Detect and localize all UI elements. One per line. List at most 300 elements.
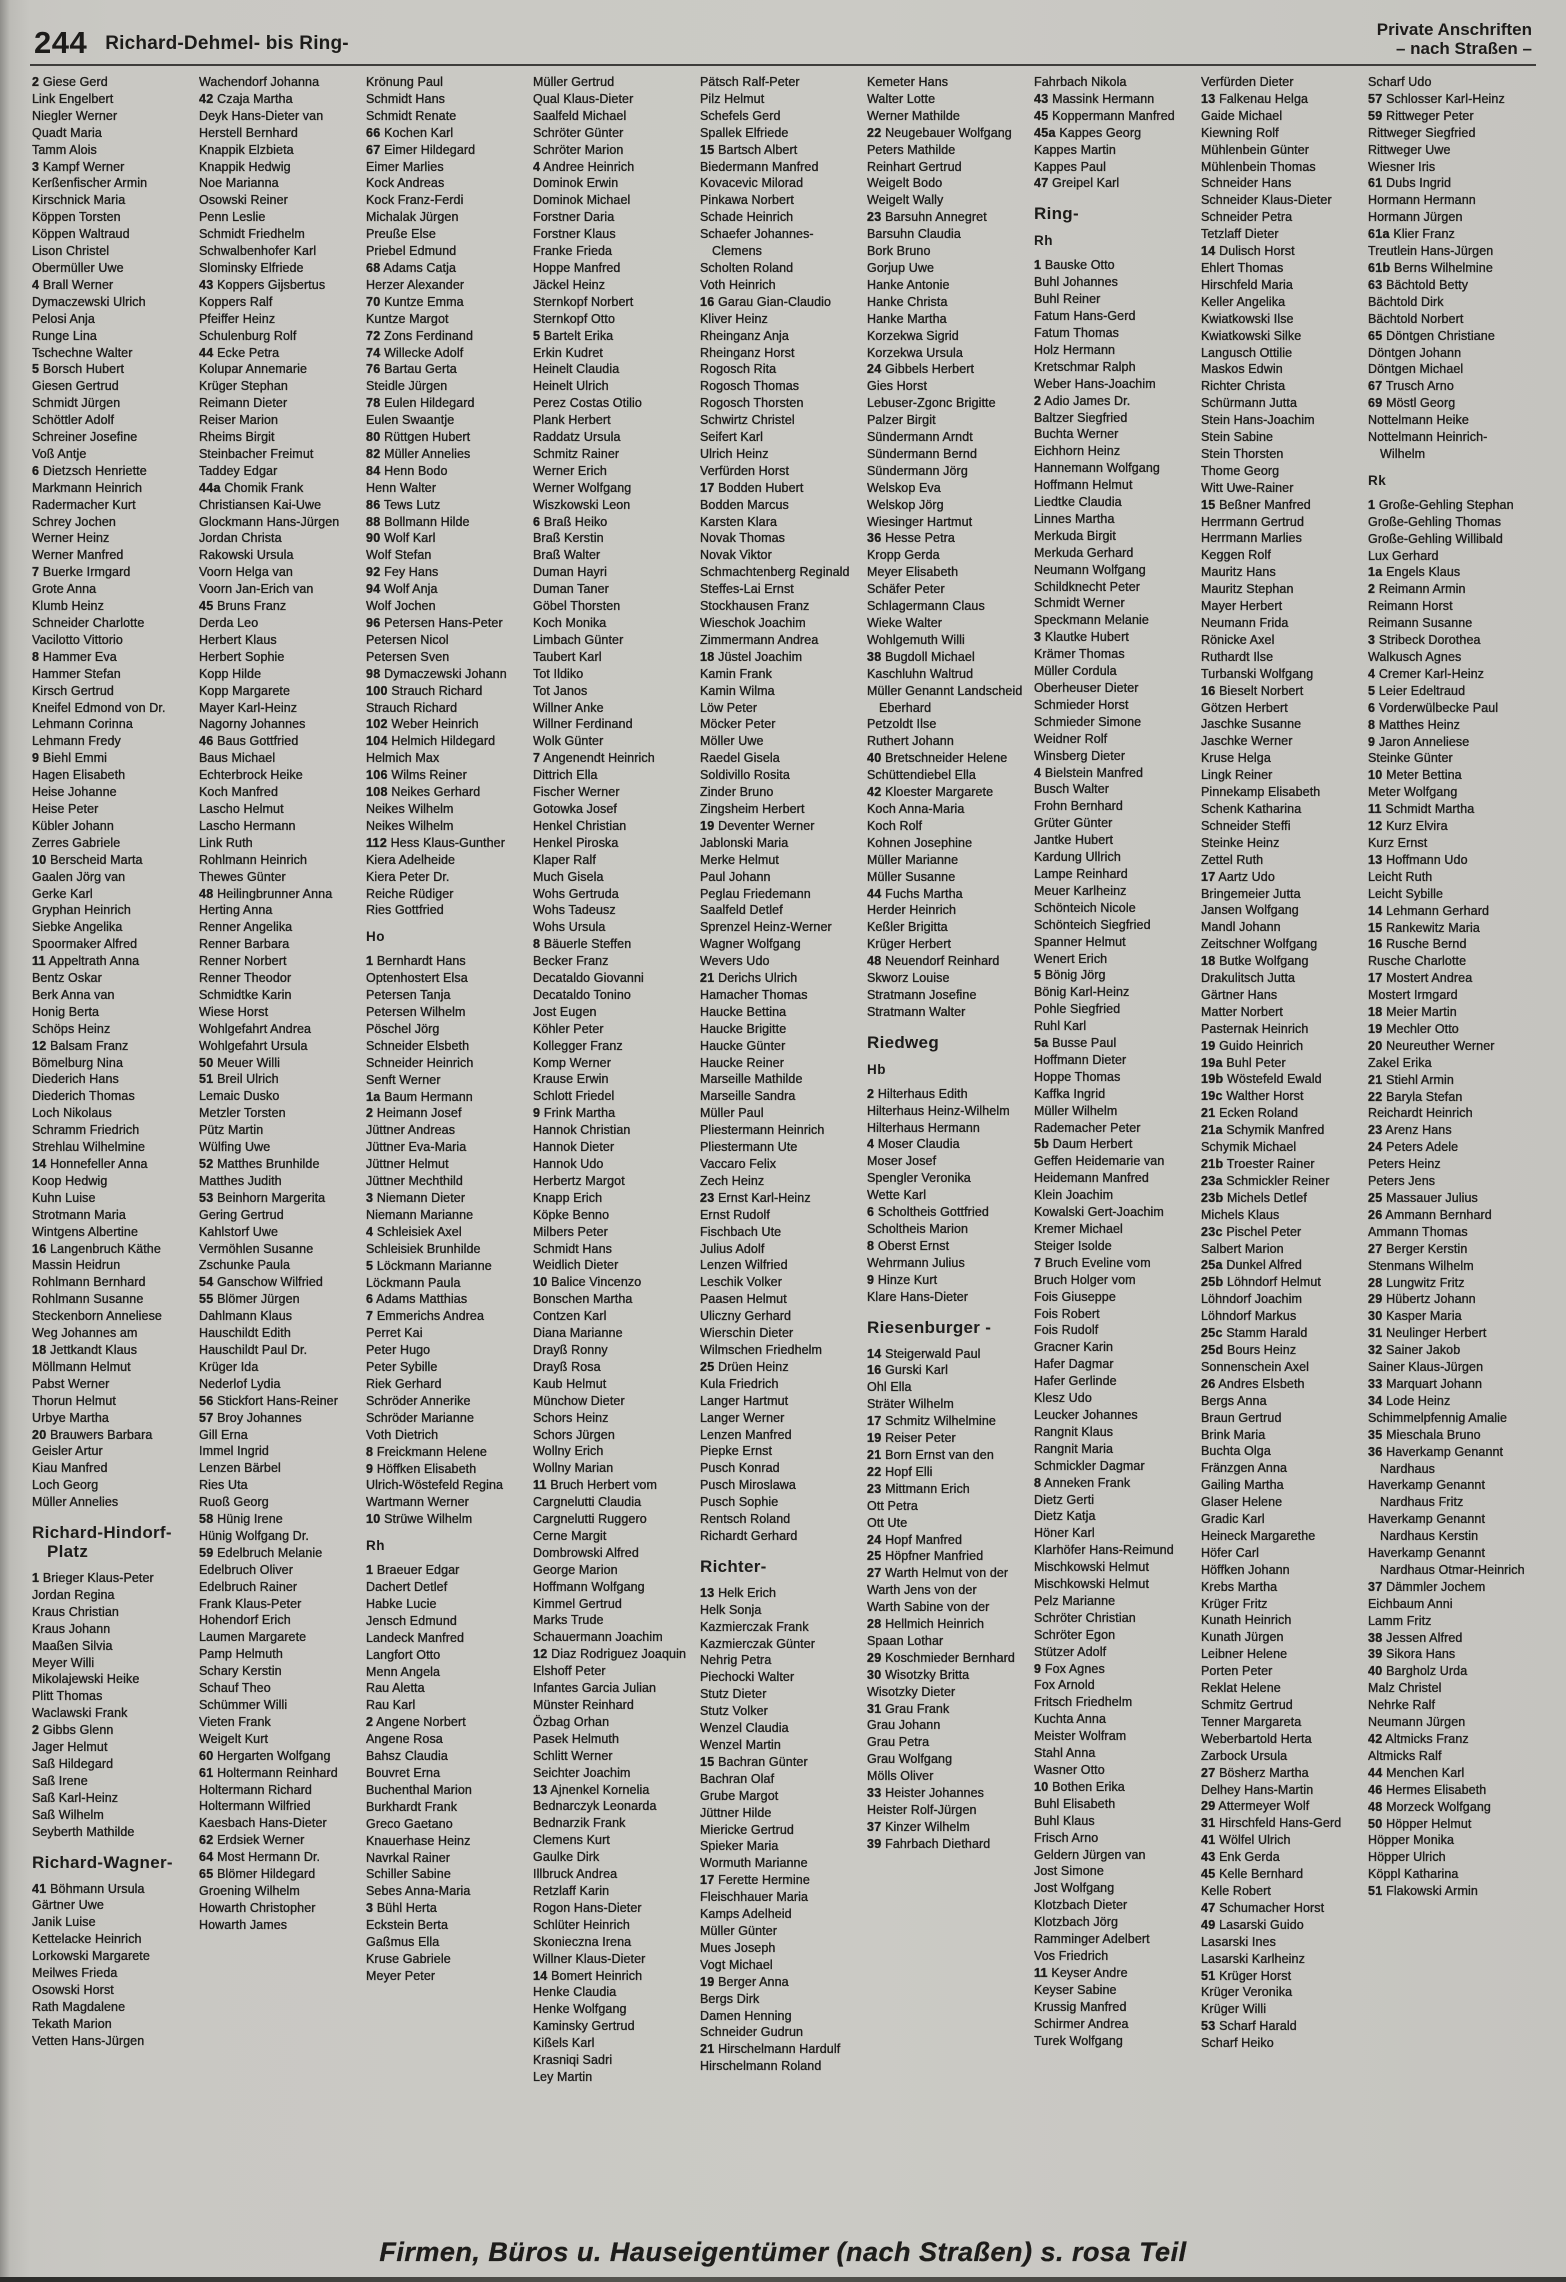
directory-entry: Bergs Anna bbox=[1201, 1393, 1267, 1408]
directory-entry: Koppers Ralf bbox=[199, 294, 273, 309]
directory-entry: Landeck Manfred bbox=[366, 1630, 465, 1645]
directory-entry: Meyer Elisabeth bbox=[867, 565, 959, 580]
directory-entry: 21 Derichs Ulrich bbox=[700, 971, 798, 986]
directory-entry: Seichter Joachim bbox=[533, 1765, 631, 1780]
directory-entry: 22 Neugebauer Wolfgang bbox=[867, 125, 1012, 140]
directory-entry: Hoffmann Dieter bbox=[1034, 1052, 1127, 1067]
house-number: 11 bbox=[533, 1478, 547, 1493]
directory-entry: Wisotzky Dieter bbox=[867, 1684, 956, 1699]
directory-entry: Klein Joachim bbox=[1034, 1188, 1114, 1203]
directory-entry: 18 Butke Wolfgang bbox=[1201, 954, 1309, 969]
directory-entry: Renner Norbert bbox=[199, 954, 287, 969]
directory-entry: 19c Walther Horst bbox=[1201, 1089, 1304, 1104]
house-number: 29 bbox=[867, 1650, 882, 1665]
directory-entry: 25 Drüen Heinz bbox=[700, 1359, 789, 1374]
directory-entry: 23 Mittmann Erich bbox=[867, 1481, 970, 1496]
house-number: 21 bbox=[867, 1447, 882, 1462]
directory-entry: 25 Massauer Julius bbox=[1368, 1191, 1478, 1205]
directory-entry: Schimmelpfennig Amalie bbox=[1368, 1410, 1508, 1425]
directory-entry: Bentz Oskar bbox=[32, 971, 102, 986]
directory-entry: Turek Wolfgang bbox=[1034, 2033, 1123, 2048]
directory-entry: 64 Most Hermann Dr. bbox=[199, 1850, 321, 1865]
house-number: 23 bbox=[700, 1190, 715, 1205]
directory-entry: 26 Andres Elsbeth bbox=[1201, 1376, 1305, 1391]
directory-entry: Thewes Günter bbox=[199, 869, 286, 884]
directory-entry: Lasarski Ines bbox=[1201, 1934, 1276, 1949]
directory-entry: Jost Simone bbox=[1034, 1864, 1104, 1879]
directory-entry: Wohs Gertruda bbox=[533, 886, 619, 901]
house-number: 19 bbox=[700, 818, 715, 833]
directory-entry: Döntgen Michael bbox=[1368, 362, 1464, 377]
directory-entry: Koch Anna-Maria bbox=[867, 801, 965, 816]
house-number: 1 bbox=[366, 954, 374, 969]
house-number: 2 bbox=[32, 75, 40, 89]
house-number: 8 bbox=[867, 1238, 875, 1253]
directory-entry: Tetzlaff Dieter bbox=[1201, 227, 1279, 242]
house-number: 17 bbox=[700, 480, 715, 495]
directory-entry: Steinbacher Freimut bbox=[199, 446, 314, 461]
directory-entry: Kamin Wilma bbox=[700, 683, 775, 698]
directory-entry: 94 Wolf Anja bbox=[366, 582, 438, 597]
directory-entry: 29 Attermeyer Wolf bbox=[1201, 1799, 1310, 1814]
directory-entry: Erkin Kudret bbox=[533, 345, 603, 360]
house-number: 6 bbox=[32, 463, 40, 478]
directory-entry: Mühlenbein Günter bbox=[1201, 142, 1310, 157]
house-number: 23 bbox=[867, 210, 882, 225]
directory-entry: Meter Wolfgang bbox=[1368, 785, 1458, 800]
directory-entry: Koch Rolf bbox=[867, 818, 923, 833]
directory-entry: Möller Uwe bbox=[700, 734, 764, 749]
directory-entry: 9 Biehl Emmi bbox=[32, 751, 108, 766]
district-heading: Ho bbox=[366, 929, 385, 945]
directory-entry: Spallek Elfriede bbox=[700, 125, 789, 140]
directory-entry: Stratmann Walter bbox=[867, 1004, 966, 1019]
directory-entry: 30 Kasper Maria bbox=[1368, 1309, 1462, 1324]
directory-entry: Saß Wilhelm bbox=[32, 1807, 104, 1822]
directory-entry: Koch Monika bbox=[533, 616, 607, 630]
directory-entry: Kuchta Anna bbox=[1034, 1712, 1106, 1727]
directory-entry: Marks Trude bbox=[533, 1613, 604, 1628]
column-4 bbox=[533, 74, 693, 2086]
directory-entry: 38 Jessen Alfred bbox=[1368, 1630, 1463, 1645]
district-heading: Rk bbox=[1368, 472, 1387, 488]
house-number: 80 bbox=[366, 430, 381, 445]
directory-entry: Mikolajewski Heike bbox=[32, 1672, 140, 1687]
directory-entry: Kiewning Rolf bbox=[1201, 125, 1279, 140]
directory-entry: Jensch Edmund bbox=[366, 1613, 457, 1628]
directory-entry: Große-Gehling Willibald bbox=[1368, 531, 1503, 546]
directory-entry: 98 Dymaczewski Johann bbox=[366, 666, 507, 681]
directory-entry: 82 Müller Annelies bbox=[366, 446, 471, 461]
directory-entry: Herbert Klaus bbox=[199, 632, 277, 647]
directory-entry: Pöschel Jörg bbox=[366, 1021, 440, 1036]
directory-entry: Wolf Stefan bbox=[366, 548, 432, 563]
directory-entry: Nederlof Lydia bbox=[199, 1376, 281, 1391]
directory-entry: Pliestermann Heinrich bbox=[700, 1123, 825, 1138]
column-2 bbox=[199, 74, 359, 1934]
directory-entry: Wolf Jochen bbox=[366, 599, 436, 614]
directory-entry: 58 Hünig Irene bbox=[199, 1512, 283, 1527]
house-number: 5a bbox=[1034, 1036, 1049, 1051]
page-footer bbox=[0, 2237, 1566, 2268]
house-number: 61 bbox=[199, 1765, 214, 1780]
directory-entry: Lascho Hermann bbox=[199, 818, 296, 833]
directory-entry: Kraus Johann bbox=[32, 1621, 111, 1636]
directory-entry: Rau Karl bbox=[366, 1698, 416, 1713]
house-number: 44a bbox=[199, 480, 221, 495]
directory-entry: 3 Bühl Herta bbox=[366, 1901, 437, 1916]
directory-entry: Lenzen Wilfried bbox=[700, 1258, 788, 1273]
directory-entry: Zimmermann Andrea bbox=[700, 632, 819, 647]
directory-entry: 51 Breil Ulrich bbox=[199, 1072, 279, 1087]
house-number: 56 bbox=[199, 1393, 214, 1408]
directory-entry: Ott Petra bbox=[867, 1498, 918, 1513]
house-number: 53 bbox=[199, 1190, 214, 1205]
directory-entry: Witt Uwe-Rainer bbox=[1201, 480, 1294, 495]
house-number: 9 bbox=[867, 1272, 875, 1287]
directory-entry: Fischer Werner bbox=[533, 785, 620, 800]
directory-entry: 44 Menchen Karl bbox=[1368, 1765, 1465, 1780]
directory-entry: Hohendorf Erich bbox=[199, 1613, 291, 1628]
directory-entry: 5 Bönig Jörg bbox=[1034, 968, 1106, 983]
directory-entry: 36 Haverkamp Genannt Nardhaus bbox=[1368, 1444, 1504, 1476]
directory-entry: 42 Kloester Margarete bbox=[867, 785, 994, 800]
footer-notice: Firmen, Büros u. Hauseigentümer (nach Straßen) s. rosa Teil bbox=[379, 2237, 1187, 2267]
directory-entry: Riek Gerhard bbox=[366, 1376, 442, 1391]
directory-entry: Kaminsky Gertrud bbox=[533, 2019, 635, 2034]
directory-entry: Vieten Frank bbox=[199, 1714, 271, 1729]
directory-entry: Schirmer Andrea bbox=[1034, 2016, 1129, 2031]
house-number: 8 bbox=[1368, 717, 1376, 732]
directory-entry: Michels Klaus bbox=[1201, 1207, 1280, 1222]
directory-entry: Schäfer Peter bbox=[867, 582, 945, 597]
directory-entry: Stutz Dieter bbox=[700, 1687, 767, 1702]
house-number: 46 bbox=[199, 734, 214, 749]
street-heading: Richard-Hindorf-Platz bbox=[32, 1523, 172, 1562]
directory-entry: Novak Thomas bbox=[700, 531, 786, 546]
directory-entry: Decataldo Tonino bbox=[533, 987, 631, 1002]
directory-entry: Wenert Erich bbox=[1034, 951, 1108, 966]
directory-entry: 1 Brieger Klaus-Peter bbox=[32, 1571, 154, 1586]
directory-entry: Haucke Günter bbox=[700, 1038, 786, 1053]
directory-entry: Mandl Johann bbox=[1201, 920, 1281, 935]
directory-entry: Schlagermann Claus bbox=[867, 599, 985, 614]
directory-entry: Bruch Holger vom bbox=[1034, 1272, 1136, 1287]
directory-entry: George Marion bbox=[533, 1562, 618, 1577]
directory-entry: Meyer Willi bbox=[32, 1655, 95, 1670]
directory-entry: Mostert Irmgard bbox=[1368, 988, 1458, 1003]
directory-entry: Hoffmann Helmut bbox=[1034, 478, 1133, 493]
directory-entry: Klotzbach Jörg bbox=[1034, 1915, 1119, 1930]
directory-entry: Hoppe Manfred bbox=[533, 260, 621, 275]
directory-entry: Lebuser-Zgonc Brigitte bbox=[867, 396, 996, 411]
house-number: 49 bbox=[1201, 1917, 1216, 1932]
directory-entry: Münchow Dieter bbox=[533, 1393, 625, 1408]
house-number: 2 bbox=[366, 1106, 374, 1121]
directory-entry: Köppen Waltraud bbox=[32, 227, 130, 242]
directory-entry: Bouvret Erna bbox=[366, 1766, 441, 1780]
directory-entry: Schwirtz Christel bbox=[700, 413, 795, 428]
directory-entry: 14 Dulisch Horst bbox=[1201, 244, 1295, 259]
directory-entry: Braß Walter bbox=[533, 548, 601, 563]
directory-entry: Weberbartold Herta bbox=[1201, 1731, 1312, 1746]
directory-entry: Kettelacke Heinrich bbox=[32, 1932, 142, 1947]
directory-entry: Merke Helmut bbox=[700, 852, 779, 867]
directory-entry: Warth Jens von der bbox=[867, 1583, 977, 1598]
house-number: 15 bbox=[1368, 920, 1383, 935]
directory-entry: Klarhöfer Hans-Reimund bbox=[1034, 1543, 1174, 1558]
directory-entry: Kowalski Gert-Joachim bbox=[1034, 1205, 1164, 1220]
directory-entry: Fois Robert bbox=[1034, 1306, 1100, 1321]
directory-entry: Seyberth Mathilde bbox=[32, 1824, 135, 1839]
directory-entry: Schlitt Werner bbox=[533, 1748, 613, 1763]
directory-entry: 46 Baus Gottfried bbox=[199, 734, 299, 749]
directory-entry: Wohlgefahrt Ursula bbox=[199, 1038, 308, 1053]
directory-entry: 8 Hammer Eva bbox=[32, 649, 117, 664]
directory-entry: Kamin Frank bbox=[700, 666, 772, 681]
directory-entry: Leschik Volker bbox=[700, 1275, 782, 1290]
directory-entry: Dachert Detlef bbox=[366, 1580, 448, 1595]
directory-entry: Marseille Mathilde bbox=[700, 1072, 803, 1087]
house-number: 88 bbox=[366, 514, 381, 529]
directory-entry: Kaesbach Hans-Dieter bbox=[199, 1816, 327, 1831]
directory-entry: Pliestermann Ute bbox=[700, 1140, 798, 1155]
house-number: 74 bbox=[366, 345, 381, 360]
directory-entry: 59 Rittweger Peter bbox=[1368, 108, 1474, 123]
directory-entry: Ruthardt Ilse bbox=[1201, 649, 1274, 664]
directory-entry: 45 Kelle Bernhard bbox=[1201, 1867, 1304, 1882]
house-number: 14 bbox=[32, 1157, 47, 1171]
house-number: 33 bbox=[867, 1786, 882, 1801]
directory-entry: Duman Hayri bbox=[533, 565, 608, 580]
directory-entry: 65 Blömer Hildegard bbox=[199, 1867, 316, 1882]
directory-entry: Rheinganz Horst bbox=[700, 345, 795, 360]
directory-entry: Hoffmann Wolfgang bbox=[533, 1579, 645, 1594]
house-number: 6 bbox=[533, 514, 541, 529]
directory-entry: Angene Rosa bbox=[366, 1732, 443, 1747]
directory-entry: Sternkopf Otto bbox=[533, 311, 615, 326]
house-number: 1a bbox=[1368, 565, 1383, 580]
directory-entry: Rheims Birgit bbox=[199, 430, 275, 445]
directory-entry: 106 Wilms Reiner bbox=[366, 768, 467, 783]
house-number: 35 bbox=[1368, 1427, 1383, 1442]
directory-entry: 78 Eulen Hildegard bbox=[366, 396, 475, 411]
directory-entry: Kruse Gabriele bbox=[366, 1951, 451, 1966]
directory-entry: Herzer Alexander bbox=[366, 277, 465, 292]
directory-entry: Koop Hedwig bbox=[32, 1173, 108, 1188]
directory-entry: 4 Bielstein Manfred bbox=[1034, 765, 1144, 780]
directory-entry: Wollny Marian bbox=[533, 1461, 614, 1476]
directory-entry: Buhl Klaus bbox=[1034, 1813, 1095, 1828]
directory-entry: 17 Mostert Andrea bbox=[1368, 971, 1473, 986]
house-number: 43 bbox=[199, 277, 214, 292]
directory-entry: Link Ruth bbox=[199, 835, 253, 850]
house-number: 48 bbox=[867, 954, 882, 969]
directory-entry: Gaide Michael bbox=[1201, 108, 1283, 123]
directory-entry: 50 Meuer Willi bbox=[199, 1055, 280, 1070]
house-number: 11 bbox=[1034, 1965, 1048, 1980]
directory-entry: 62 Erdsiek Werner bbox=[199, 1833, 305, 1848]
directory-entry: Mayer Herbert bbox=[1201, 599, 1283, 614]
directory-entry: Weigelt Kurt bbox=[199, 1731, 269, 1746]
directory-entry: Quadt Maria bbox=[32, 125, 102, 140]
directory-entry: 26 Ammann Bernhard bbox=[1368, 1207, 1492, 1222]
house-number: 3 bbox=[366, 1191, 374, 1205]
directory-entry: Werner Erich bbox=[533, 463, 607, 478]
directory-entry: Zinder Bruno bbox=[700, 785, 774, 800]
directory-entry: Müller Susanne bbox=[867, 869, 956, 884]
house-number: 90 bbox=[366, 531, 381, 546]
directory-entry: 70 Kuntze Emma bbox=[366, 294, 464, 309]
directory-entry: Herder Heinrich bbox=[867, 903, 957, 918]
directory-entry: Haucke Reiner bbox=[700, 1055, 784, 1070]
directory-entry: Haverkamp Genannt Nardhaus Kerstin bbox=[1368, 1512, 1486, 1544]
house-number: 96 bbox=[366, 616, 381, 630]
directory-entry: 10 Balice Vincenzo bbox=[533, 1275, 642, 1290]
directory-entry: Richardt Gerhard bbox=[700, 1528, 798, 1543]
directory-entry: Willner Ferdinand bbox=[533, 717, 633, 732]
directory-entry: Krebs Martha bbox=[1201, 1579, 1278, 1594]
directory-entry: Hilterhaus Heinz-Wilhelm bbox=[867, 1103, 1010, 1118]
directory-entry: Hanke Antonie bbox=[867, 277, 950, 292]
directory-entry: Slominsky Elfriede bbox=[199, 260, 304, 275]
directory-entry: Richter Christa bbox=[1201, 379, 1286, 394]
house-number: 43 bbox=[1034, 91, 1049, 106]
house-number: 59 bbox=[1368, 108, 1383, 123]
directory-entry: 59 Edelbruch Melanie bbox=[199, 1545, 323, 1560]
house-number: 19 bbox=[700, 1974, 715, 1989]
directory-entry: Keller Angelika bbox=[1201, 294, 1286, 309]
directory-entry: Langer Werner bbox=[700, 1410, 785, 1425]
house-number: 19 bbox=[1201, 1038, 1216, 1053]
house-number: 106 bbox=[366, 768, 388, 783]
directory-entry: 13 Helk Erich bbox=[700, 1585, 777, 1600]
directory-entry: Klesz Udo bbox=[1034, 1391, 1092, 1406]
house-number: 42 bbox=[199, 91, 214, 106]
house-number: 47 bbox=[1201, 1900, 1216, 1915]
directory-entry: Gaalen Jörg van bbox=[32, 869, 126, 884]
house-number: 2 bbox=[366, 1715, 374, 1730]
directory-entry: Schmidt Hans bbox=[533, 1241, 613, 1256]
directory-entry: Runge Lina bbox=[32, 328, 97, 343]
directory-entry: 8 Freickmann Helene bbox=[366, 1444, 487, 1459]
directory-entry: Kiera Peter Dr. bbox=[366, 869, 450, 884]
directory-entry: Novak Viktor bbox=[700, 548, 772, 563]
directory-entry: Özbag Orhan bbox=[533, 1714, 610, 1729]
directory-entry: Honig Berta bbox=[32, 1004, 100, 1019]
directory-entry: Ries Uta bbox=[199, 1478, 248, 1493]
directory-entry: 2 Angene Norbert bbox=[366, 1715, 466, 1730]
directory-entry: Herbertz Margot bbox=[533, 1173, 625, 1188]
directory-entry: Rath Magdalene bbox=[32, 1999, 126, 2014]
directory-entry: Jüttner Helmut bbox=[366, 1157, 449, 1172]
house-number: 57 bbox=[1368, 91, 1383, 106]
house-number: 17 bbox=[1201, 869, 1216, 884]
house-number: 25c bbox=[1201, 1326, 1223, 1341]
directory-entry: Schulenburg Rolf bbox=[199, 328, 297, 343]
directory-entry: Kunath Jürgen bbox=[1201, 1630, 1284, 1645]
directory-entry: Dominok Michael bbox=[533, 193, 631, 208]
directory-entry: Steinke Günter bbox=[1368, 751, 1453, 766]
directory-entry: Rademacher Peter bbox=[1034, 1120, 1141, 1135]
house-number: 41 bbox=[32, 1881, 47, 1896]
directory-entry: Heister Rolf-Jürgen bbox=[867, 1803, 977, 1817]
house-number: 37 bbox=[1368, 1579, 1383, 1594]
directory-entry: Jüttner Hilde bbox=[700, 1805, 772, 1820]
directory-entry: Peters Jens bbox=[1368, 1174, 1436, 1189]
directory-entry: Strehlau Wilhelmine bbox=[32, 1140, 146, 1155]
directory-entry: 23c Pischel Peter bbox=[1201, 1224, 1302, 1239]
directory-entry: Kamps Adelheid bbox=[700, 1907, 792, 1922]
house-number: 33 bbox=[1368, 1376, 1383, 1391]
directory-entry: Kremer Michael bbox=[1034, 1222, 1123, 1236]
house-number: 53 bbox=[1201, 2019, 1216, 2034]
directory-entry: Hoppe Thomas bbox=[1034, 1069, 1121, 1084]
section-label-line1: Private Anschriften bbox=[1376, 20, 1532, 39]
directory-entry: 11 Appeltrath Anna bbox=[32, 954, 140, 969]
directory-entry: 19 Guido Heinrich bbox=[1201, 1038, 1304, 1053]
directory-entry: 22 Baryla Stefan bbox=[1368, 1089, 1463, 1104]
house-number: 27 bbox=[867, 1566, 882, 1581]
house-number: 65 bbox=[199, 1867, 214, 1882]
directory-entry: Schade Heinrich bbox=[700, 210, 794, 225]
directory-entry: Deyk Hans-Dieter van bbox=[199, 108, 324, 123]
house-number: 5 bbox=[1368, 683, 1376, 698]
house-number: 102 bbox=[366, 717, 388, 732]
directory-entry: Tot Ildiko bbox=[533, 666, 584, 681]
directory-entry: Hagen Elisabeth bbox=[32, 768, 126, 783]
directory-entry: Holtermann Wilfried bbox=[199, 1799, 311, 1814]
house-number: 25 bbox=[867, 1549, 882, 1564]
house-number: 8 bbox=[32, 649, 40, 664]
directory-entry: 27 Warth Helmut von der bbox=[867, 1566, 1009, 1581]
directory-entry: 34 Lode Heinz bbox=[1368, 1393, 1451, 1408]
directory-entry: 18 Jüstel Joachim bbox=[700, 649, 803, 664]
directory-entry: Kula Friedrich bbox=[700, 1376, 779, 1391]
house-number: 41 bbox=[1201, 1833, 1216, 1848]
directory-entry: Much Gisela bbox=[533, 869, 604, 884]
directory-entry: 6 Braß Heiko bbox=[533, 514, 608, 529]
directory-entry: Rogon Hans-Dieter bbox=[533, 1900, 642, 1915]
directory-entry: 35 Mieschala Bruno bbox=[1368, 1427, 1481, 1442]
directory-entry: 39 Sikora Hans bbox=[1368, 1647, 1456, 1662]
directory-entry: Henkel Christian bbox=[533, 818, 627, 833]
directory-entry: Schneider Gudrun bbox=[700, 2025, 804, 2040]
directory-entry: Löw Peter bbox=[700, 700, 758, 715]
directory-entry: Kaub Helmut bbox=[533, 1376, 607, 1391]
directory-entry: Weidlich Dieter bbox=[533, 1258, 619, 1273]
house-number: 46 bbox=[1368, 1782, 1383, 1797]
house-number: 5 bbox=[366, 1258, 374, 1273]
house-number: 108 bbox=[366, 785, 388, 800]
house-number: 22 bbox=[1368, 1089, 1383, 1104]
directory-entry: 25d Bours Heinz bbox=[1201, 1342, 1297, 1357]
directory-entry: Skonieczna Irena bbox=[533, 1934, 632, 1949]
directory-entry: Schrey Jochen bbox=[32, 514, 116, 529]
directory-entry: Fritsch Friedhelm bbox=[1034, 1695, 1133, 1710]
house-number: 4 bbox=[1368, 666, 1376, 681]
directory-entry: Kropp Gerda bbox=[867, 548, 940, 563]
directory-entry: Menn Angela bbox=[366, 1664, 441, 1679]
directory-entry: Hünig Wolfgang Dr. bbox=[199, 1528, 309, 1543]
directory-entry: Schmachtenberg Reginald bbox=[700, 565, 850, 580]
directory-entry: Rheinganz Anja bbox=[700, 328, 789, 343]
directory-entry: Vos Friedrich bbox=[1034, 1948, 1109, 1963]
directory-entry: Stenmans Wilhelm bbox=[1368, 1258, 1474, 1273]
house-number: 55 bbox=[199, 1292, 214, 1307]
directory-entry: Eimer Marlies bbox=[366, 159, 444, 174]
directory-entry: Gailing Martha bbox=[1201, 1478, 1284, 1493]
